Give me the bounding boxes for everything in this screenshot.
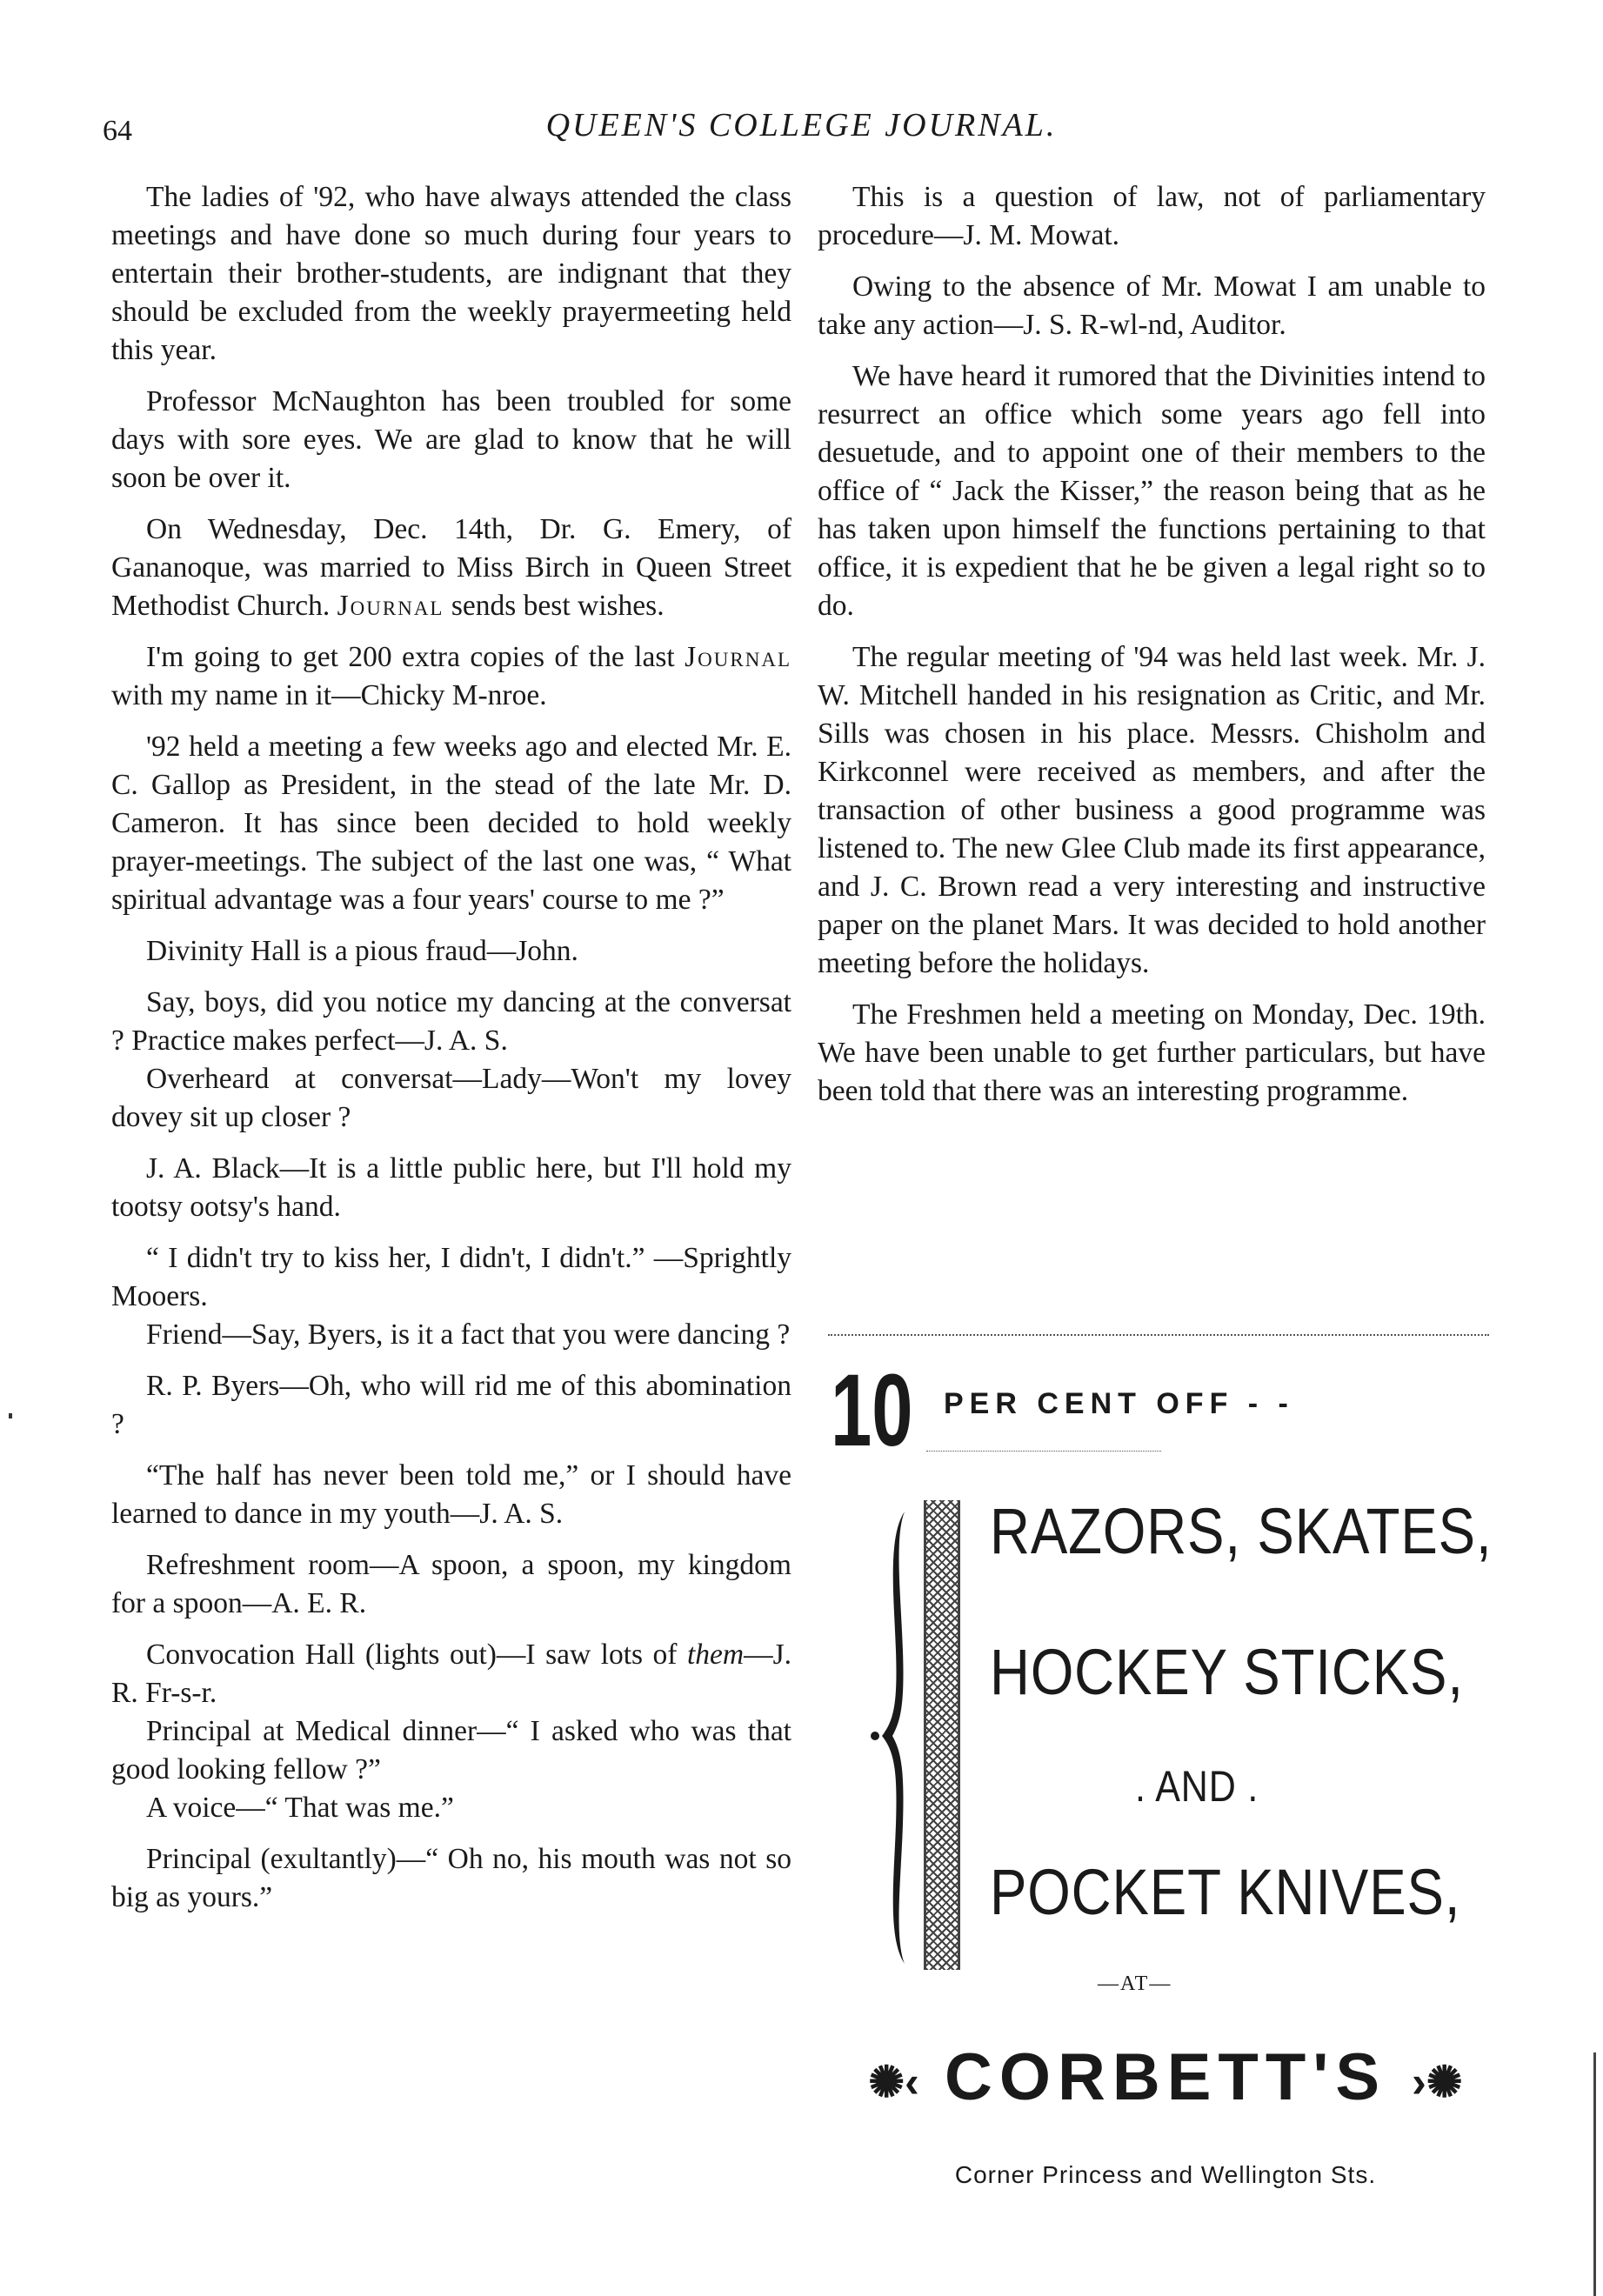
italic-text: them	[686, 1639, 745, 1671]
paragraph: Friend—Say, Byers, is it a fact that you were dancing ?	[146, 1318, 791, 1351]
ad-dotted-rule	[926, 1451, 1161, 1452]
paragraph: Owing to the absence of Mr. Mowat I am unable to take any action—J. S. R-wl-nd, Auditor.	[818, 270, 1486, 341]
page-edge-line	[1593, 2052, 1596, 2296]
journal-name: Journal	[685, 641, 791, 673]
journal-name: Journal	[337, 590, 444, 622]
left-fleuron-icon: ✺‹	[868, 2057, 919, 2106]
ad-store-name	[835, 2039, 1496, 2115]
paragraph	[111, 511, 791, 625]
ad-ten-numeral: 10	[831, 1353, 913, 1468]
paragraph-text: with my name in it—Chicky M-nroe.	[111, 679, 547, 711]
paragraph: The regular meeting of '94 was held last week. Mr. J. W. Mitchell handed in his resignation as Critic, and Mr. Sills was chosen in his place. Messrs. Chisholm and Kirkconnel were received as members, and after the transaction of other business a good programme was listened to. The new Glee Club made its first appearance, and J. C. Brown read a very interesting and instructive paper on the planet Mars. It was decided to hold another meeting before the holidays.	[818, 641, 1486, 979]
paragraph-text: Convocation Hall (lights out)—I saw lots of	[146, 1639, 687, 1671]
ad-at: —AT—	[1098, 1972, 1172, 1995]
paragraph: A voice—“ That was me.”	[146, 1792, 454, 1824]
paragraph: J. A. Black—It is a little public here, but I'll hold my tootsy ootsy's hand.	[111, 1152, 791, 1223]
running-head: QUEEN'S COLLEGE JOURNAL.	[545, 107, 1058, 144]
right-column	[818, 178, 1486, 1124]
section-divider	[828, 1334, 1489, 1336]
ad-address: Corner Princess and Wellington Sts.	[954, 2161, 1377, 2188]
brace-ornament-icon	[870, 1503, 922, 1972]
paragraph: Say, boys, did you notice my dancing at the conversat ? Practice makes perfect—J. A. S.	[111, 986, 791, 1057]
paragraph-text: I'm going to get 200 extra copies of the last	[146, 641, 685, 673]
right-fleuron-icon: ›✺	[1412, 2057, 1463, 2106]
paragraph: The ladies of '92, who have always attended the class meetings and have done so much during four years to entertain their brother-students, are indignant that they should be excluded from the weekly prayermeeting held this year.	[111, 181, 791, 366]
paragraph: The Freshmen held a meeting on Monday, Dec. 19th. We have been unable to get further particulars, but have been told that there was an interesting programme.	[818, 998, 1486, 1107]
page-number: 64	[103, 115, 132, 147]
ad-item-razors-skates: RAZORS, SKATES,	[990, 1495, 1493, 1567]
paragraph: Divinity Hall is a pious fraud—John.	[146, 935, 578, 967]
paragraph: R. P. Byers—Oh, who will rid me of this abomination ?	[111, 1370, 791, 1440]
ad-item-pocket-knives: POCKET KNIVES,	[990, 1856, 1461, 1928]
paragraph	[111, 638, 791, 715]
paragraph: “ I didn't try to kiss her, I didn't, I didn't.” —Sprightly Mooers.	[111, 1242, 791, 1312]
paragraph: This is a question of law, not of parliamentary procedure—J. M. Mowat.	[818, 181, 1486, 251]
paragraph: Professor McNaughton has been troubled for some days with sore eyes. We are glad to know that he will soon be over it.	[111, 385, 791, 494]
paragraph-text: sends best wishes.	[444, 590, 665, 622]
ad-item-and: . AND .	[1135, 1762, 1259, 1811]
paragraph: Principal (exultantly)—“ Oh no, his mouth was not so big as yours.”	[111, 1843, 791, 1913]
left-column	[111, 178, 791, 1930]
paragraph	[111, 1636, 791, 1712]
ad-per-cent-off: PER CENT OFF - -	[944, 1387, 1294, 1420]
paragraph-text: —J. R. Fr-s-r.	[111, 1639, 791, 1709]
paragraph: We have heard it rumored that the Divinities intend to resurrect an office which some years ago fell into desuetude, and to appoint one of their members to the office of “ Jack the Kisser,” the reason being that as he has taken upon himself the functions pertaining to that office, it is expedient that he be given a legal right so to do.	[818, 360, 1486, 622]
paragraph-text: On Wednesday, Dec. 14th, Dr. G. Emery, of Gananoque, was married to Miss Birch in Queen Street Methodist Church.	[111, 513, 791, 622]
decorative-border-strip	[924, 1500, 960, 1970]
paragraph: '92 held a meeting a few weeks ago and elected Mr. E. C. Gallop as President, in the stead of the late Mr. D. Cameron. It has since been decided to hold weekly prayer-meetings. The subject of the last one was, “ What spiritual advantage was a four years' course to me ?”	[111, 731, 791, 916]
paragraph: Refreshment room—A spoon, a spoon, my kingdom for a spoon—A. E. R.	[111, 1549, 791, 1619]
store-name: CORBETT'S	[944, 2040, 1387, 2114]
paragraph: Overheard at conversat—Lady—Won't my lovey dovey sit up closer ?	[111, 1063, 791, 1133]
margin-speck	[9, 1413, 12, 1418]
ad-item-hockey-sticks: HOCKEY STICKS,	[990, 1636, 1464, 1708]
paragraph: “The half has never been told me,” or I should have learned to dance in my youth—J. A. S.	[111, 1459, 791, 1530]
paragraph: Principal at Medical dinner—“ I asked who was that good looking fellow ?”	[111, 1715, 791, 1785]
